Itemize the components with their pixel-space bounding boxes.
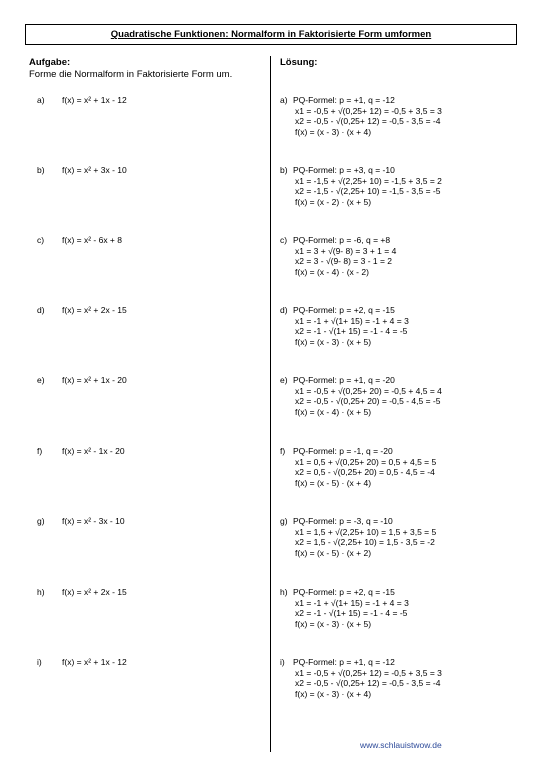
solution-label: a)	[280, 95, 288, 105]
solution-factored: f(x) = (x - 3) · (x + 4)	[295, 688, 372, 699]
solution-label: g)	[280, 516, 288, 526]
solution-label: b)	[280, 165, 288, 175]
solution-x1: x1 = 1,5 + √(2,25+ 10) = 1,5 + 3,5 = 5	[295, 526, 437, 537]
solution-x2: x2 = -0,5 - √(0,25+ 12) = -0,5 - 3,5 = -4	[295, 678, 441, 688]
solution-pq: PQ-Formel: p = -3, q = -10	[293, 516, 393, 526]
solution-x2: x2 = 3 - √(9- 8) = 3 - 1 = 2	[295, 256, 393, 266]
task-label: f)	[37, 446, 43, 456]
solution-label: h)	[280, 587, 288, 597]
solution-x1: x1 = -0,5 + √(0,25+ 12) = -0,5 + 3,5 = 3	[295, 105, 442, 116]
solution-label: c)	[280, 235, 288, 245]
solution-x1: x1 = 0,5 + √(0,25+ 20) = 0,5 + 4,5 = 5	[295, 456, 437, 467]
solution-label: d)	[280, 305, 288, 315]
solution-label: e)	[280, 375, 288, 385]
solution-x2: x2 = -1 - √(1+ 15) = -1 - 4 = -5	[295, 608, 408, 618]
solution-x2: x2 = -1 - √(1+ 15) = -1 - 4 = -5	[295, 326, 408, 336]
solution-factored: f(x) = (x - 3) · (x + 4)	[295, 126, 372, 137]
solution-x1: x1 = -1 + √(1+ 15) = -1 + 4 = 3	[295, 315, 409, 326]
solution-pq: PQ-Formel: p = +2, q = -15	[293, 587, 395, 597]
solution-factored: f(x) = (x - 5) · (x + 4)	[295, 477, 372, 488]
solution-x2: x2 = -0,5 - √(0,25+ 20) = -0,5 - 4,5 = -5	[295, 396, 441, 406]
task-function: f(x) = x² + 2x - 15	[62, 587, 127, 597]
task-function: f(x) = x² - 6x + 8	[62, 235, 122, 245]
task-label: e)	[37, 375, 45, 385]
solution-factored: f(x) = (x - 4) · (x + 5)	[295, 406, 372, 417]
solution-factored: f(x) = (x - 3) · (x + 5)	[295, 618, 372, 629]
solution-factored: f(x) = (x - 2) · (x + 5)	[295, 196, 372, 207]
solution-x2: x2 = 1,5 - √(2,25+ 10) = 1,5 - 3,5 = -2	[295, 537, 435, 547]
solution-x2: x2 = -0,5 - √(0,25+ 12) = -0,5 - 3,5 = -4	[295, 116, 441, 126]
solution-x2: x2 = 0,5 - √(0,25+ 20) = 0,5 - 4,5 = -4	[295, 467, 435, 477]
task-function: f(x) = x² + 3x - 10	[62, 165, 127, 175]
task-label: g)	[37, 516, 45, 526]
task-function: f(x) = x² + 1x - 12	[62, 95, 127, 105]
solution-factored: f(x) = (x - 5) · (x + 2)	[295, 547, 372, 558]
solution-x1: x1 = -0,5 + √(0,25+ 20) = -0,5 + 4,5 = 4	[295, 385, 442, 396]
solution-pq: PQ-Formel: p = -6, q = +8	[293, 235, 391, 245]
task-label: a)	[37, 95, 45, 105]
task-function: f(x) = x² - 1x - 20	[62, 446, 125, 456]
worksheet-title: Quadratische Funktionen: Normalform in Faktorisierte Form umformen	[25, 24, 517, 45]
solution-label: f)	[280, 446, 286, 456]
task-label: i)	[37, 657, 42, 667]
task-label: c)	[37, 235, 45, 245]
solution-pq: PQ-Formel: p = +1, q = -12	[293, 95, 395, 105]
task-label: d)	[37, 305, 45, 315]
task-function: f(x) = x² + 1x - 20	[62, 375, 127, 385]
solution-x1: x1 = -1,5 + √(2,25+ 10) = -1,5 + 3,5 = 2	[295, 175, 442, 186]
solution-pq: PQ-Formel: p = +3, q = -10	[293, 165, 395, 175]
solution-x2: x2 = -1,5 - √(2,25+ 10) = -1,5 - 3,5 = -5	[295, 186, 441, 196]
solution-x1: x1 = -0,5 + √(0,25+ 12) = -0,5 + 3,5 = 3	[295, 667, 442, 678]
task-heading: Aufgabe:	[29, 57, 71, 68]
task-instruction: Forme die Normalform in Faktorisierte Form um.	[29, 69, 233, 80]
solution-factored: f(x) = (x - 3) · (x + 5)	[295, 336, 372, 347]
solution-pq: PQ-Formel: p = -1, q = -20	[293, 446, 393, 456]
solution-pq: PQ-Formel: p = +2, q = -15	[293, 305, 395, 315]
solution-label: i)	[280, 657, 285, 667]
solution-factored: f(x) = (x - 4) · (x - 2)	[295, 266, 369, 277]
solution-x1: x1 = -1 + √(1+ 15) = -1 + 4 = 3	[295, 597, 409, 608]
task-function: f(x) = x² + 2x - 15	[62, 305, 127, 315]
task-function: f(x) = x² + 1x - 12	[62, 657, 127, 667]
task-label: h)	[37, 587, 45, 597]
website-link[interactable]: www.schlauistwow.de	[360, 740, 442, 750]
solution-x1: x1 = 3 + √(9- 8) = 3 + 1 = 4	[295, 245, 397, 256]
solution-pq: PQ-Formel: p = +1, q = -12	[293, 657, 395, 667]
column-divider	[270, 56, 271, 752]
task-function: f(x) = x² - 3x - 10	[62, 516, 125, 526]
solution-pq: PQ-Formel: p = +1, q = -20	[293, 375, 395, 385]
task-label: b)	[37, 165, 45, 175]
solution-heading: Lösung:	[280, 57, 318, 68]
